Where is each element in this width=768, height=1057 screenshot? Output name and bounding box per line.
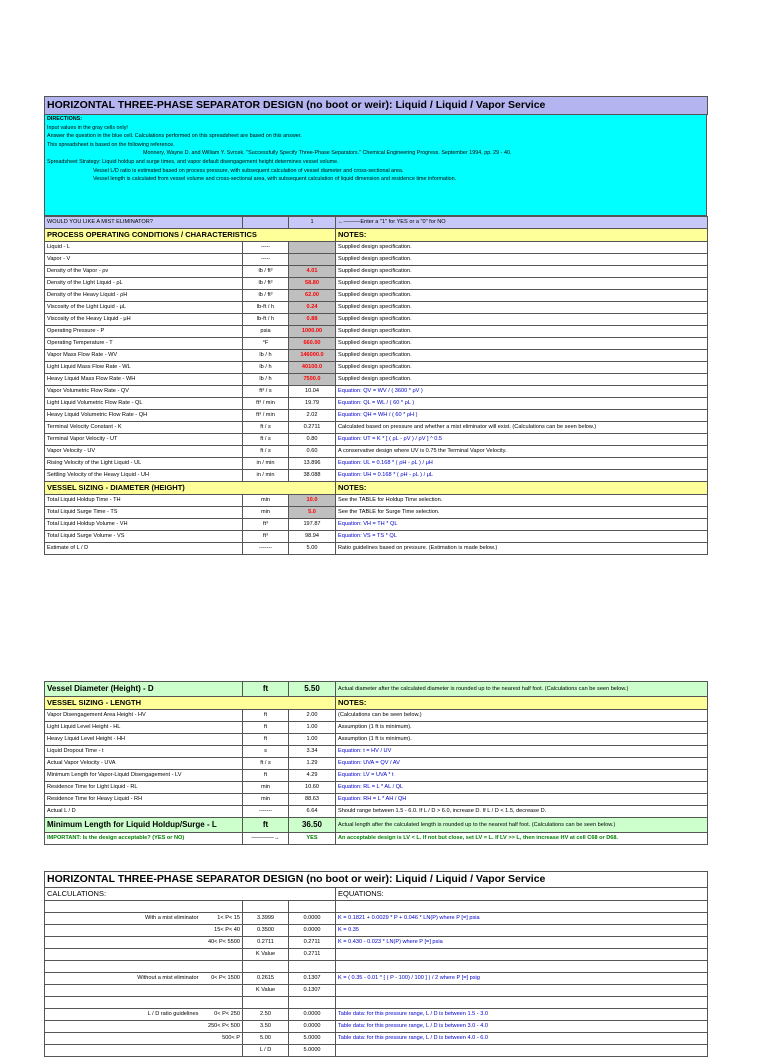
direction-line: This spreadsheet is based on the following reference.: [47, 141, 175, 148]
row-value[interactable]: 62.00: [289, 290, 336, 302]
calc-value-1: [243, 961, 289, 973]
calc-value-2: [289, 901, 336, 913]
row-unit: ft: [243, 722, 289, 734]
equations-header: EQUATIONS:: [336, 888, 708, 901]
table-row: [45, 531, 708, 543]
row-value: 38.088: [289, 470, 336, 482]
table-row: [45, 997, 708, 1009]
table-row: [45, 314, 708, 326]
row-note: See the TABLE for Holdup Time selection.: [336, 495, 708, 507]
row-unit: min: [243, 495, 289, 507]
row-label: Viscosity of the Heavy Liquid - μH: [45, 314, 243, 326]
row-unit: lb / h: [243, 362, 289, 374]
row-value: 19.79: [289, 398, 336, 410]
calc-equation: Table data: for this pressure range, L / D is between 4.0 - 6.0: [336, 1033, 708, 1045]
row-unit: ft³: [243, 531, 289, 543]
calc-value-1: 0.2615: [243, 973, 289, 985]
row-value: 10.60: [289, 782, 336, 794]
row-label: Density of the Heavy Liquid - ρH: [45, 290, 243, 302]
table-row: [45, 758, 708, 770]
row-unit: lb / ft³: [243, 278, 289, 290]
row-note: Assumption (1 ft is minimum).: [336, 722, 708, 734]
row-note: Equation: t = HV / UV: [336, 746, 708, 758]
row-value: 3.34: [289, 746, 336, 758]
calc-label-cell: [45, 925, 243, 937]
calc-label-cell: [45, 961, 243, 973]
table-row: [45, 278, 708, 290]
row-unit: ft / s: [243, 422, 289, 434]
table-row: [45, 1009, 708, 1021]
calc-value-2: 0.2711: [289, 937, 336, 949]
calc-equation: Table data: for this pressure range, L / D is between 3.0 - 4.0: [336, 1021, 708, 1033]
table-row: [45, 242, 708, 254]
row-note: Should range between 1.5 - 6.0. If L / D > 6.0, increase D. If L / D < 1.5, decrease D.: [336, 806, 708, 818]
row-label: Heavy Liquid Level Height - HH: [45, 734, 243, 746]
row-label: Actual L / D: [45, 806, 243, 818]
table-row: [45, 422, 708, 434]
row-value[interactable]: 660.00: [289, 338, 336, 350]
row-label: Total Liquid Surge Volume - VS: [45, 531, 243, 543]
row-value: 5.00: [289, 543, 336, 555]
notes-header: NOTES:: [336, 697, 708, 710]
calc-value-1: [243, 997, 289, 1009]
row-note: Supplied design specification.: [336, 242, 708, 254]
calc-range: 250< P< 500: [207, 1023, 240, 1029]
row-value[interactable]: 58.80: [289, 278, 336, 290]
calc-label-cell: [45, 997, 243, 1009]
table-row: [45, 374, 708, 386]
notes-header: NOTES:: [336, 229, 708, 242]
row-note: Supplied design specification.: [336, 254, 708, 266]
row-label: Operating Pressure - P: [45, 326, 243, 338]
table-row: [45, 302, 708, 314]
calc-range: 500< P: [222, 1035, 240, 1041]
row-note: Supplied design specification.: [336, 302, 708, 314]
table-row: [45, 543, 708, 555]
calc-sheet-title: HORIZONTAL THREE-PHASE SEPARATOR DESIGN (no boot or weir): Liquid / Liquid / Vapor Service: [45, 872, 708, 888]
calc-equation: K = ( 0.35 - 0.01 * [ ( P - 100) / 100 ] ) / 2 where P [=] psig: [336, 973, 708, 985]
row-note: Ratio guidelines based on pressure. (Estimation is made below.): [336, 543, 708, 555]
row-label: Rising Velocity of the Light Liquid - UL: [45, 458, 243, 470]
row-unit: -------: [243, 806, 289, 818]
calc-value-2: 5.0000: [289, 1033, 336, 1045]
row-label: Light Liquid Level Height - HL: [45, 722, 243, 734]
row-value: 10.04: [289, 386, 336, 398]
row-label: Density of the Light Liquid - ρL: [45, 278, 243, 290]
calc-range: 0< P< 1500: [211, 975, 240, 981]
calc-value-2: 0.0000: [289, 913, 336, 925]
calc-value-2: [289, 961, 336, 973]
row-note: Equation: LV = UVA * t: [336, 770, 708, 782]
row-value[interactable]: 5.0: [289, 507, 336, 519]
row-unit: °F: [243, 338, 289, 350]
direction-line: Vessel length is calculated from vessel volume and cross-sectional area, with subsequent calculation of liquid dimension and residence time information.: [93, 176, 457, 183]
diameter-value: 5.50: [289, 682, 336, 697]
calc-value-1: 0.2711: [243, 937, 289, 949]
calc-range: 0< P< 250: [214, 1011, 240, 1017]
row-unit: -----: [243, 254, 289, 266]
row-unit: in / min: [243, 470, 289, 482]
sheet-calculations: [44, 871, 707, 1057]
row-note: Equation: RH = L * AH / QH: [336, 794, 708, 806]
calc-label: Without a mist eliminator: [137, 975, 199, 981]
table-row: [45, 794, 708, 806]
calc-equation: K = 0.1821 + 0.0029 * P + 0.046 * LN(P) where P [=] psia: [336, 913, 708, 925]
table-row: [45, 254, 708, 266]
calc-label-cell: [45, 913, 243, 925]
row-unit: lb / h: [243, 374, 289, 386]
calc-range: 1< P< 15: [217, 915, 240, 921]
row-unit: lb / ft³: [243, 290, 289, 302]
mist-question-hint: ←———Enter a "1" for YES or a "0" for NO: [336, 217, 708, 229]
table-row: [45, 901, 708, 913]
row-note: Equation: UH = 0.168 * ( ρH - ρL ) / μL: [336, 470, 708, 482]
calc-label: With a mist eliminator: [144, 915, 199, 921]
row-value[interactable]: 0.24: [289, 302, 336, 314]
calc-value-1: [243, 901, 289, 913]
calc-value-1: L / D: [243, 1045, 289, 1057]
table-row: [45, 350, 708, 362]
row-unit: ft³: [243, 519, 289, 531]
diameter-unit: ft: [243, 682, 289, 697]
row-value[interactable]: 7500.0: [289, 374, 336, 386]
table-row: [45, 398, 708, 410]
row-value: 2.00: [289, 710, 336, 722]
table-row: [45, 458, 708, 470]
calc-label-cell: [45, 937, 243, 949]
table-row: [45, 290, 708, 302]
row-value[interactable]: 1000.00: [289, 326, 336, 338]
row-value[interactable]: 0.88: [289, 314, 336, 326]
row-note: Calculated based on pressure and whether a mist eliminator will exist. (Calculations can be seen below.): [336, 422, 708, 434]
row-value: 4.29: [289, 770, 336, 782]
row-note: Supplied design specification.: [336, 266, 708, 278]
section-title-conditions: PROCESS OPERATING CONDITIONS / CHARACTERISTICS: [45, 229, 336, 242]
table-row: [45, 434, 708, 446]
important-arrow: ————→: [243, 833, 289, 845]
row-unit: lb / h: [243, 350, 289, 362]
calc-label-cell: [45, 985, 243, 997]
row-label: Terminal Velocity Constant - K: [45, 422, 243, 434]
table-row: [45, 806, 708, 818]
table-row: [45, 507, 708, 519]
mist-question-label: WOULD YOU LIKE A MIST ELIMINATOR?: [45, 217, 243, 229]
row-value: 0.60: [289, 446, 336, 458]
sheet-length: [44, 681, 707, 845]
calc-equation: K = 0.430 - 0.023 * LN(P) where P [=] psia: [336, 937, 708, 949]
calc-label-cell: [45, 1045, 243, 1057]
row-note: Supplied design specification.: [336, 290, 708, 302]
row-unit: psia: [243, 326, 289, 338]
row-unit: ft / s: [243, 758, 289, 770]
table-row: [45, 266, 708, 278]
row-label: Total Liquid Holdup Volume - VH: [45, 519, 243, 531]
row-label: Terminal Vapor Velocity - UT: [45, 434, 243, 446]
row-label: Minimum Length for Vapor-Liquid Disengagement - LV: [45, 770, 243, 782]
calc-equation: [336, 985, 708, 997]
mist-eliminator-input[interactable]: 1: [289, 217, 336, 229]
calc-equation: [336, 949, 708, 961]
calc-range: 40< P< 5500: [207, 939, 240, 945]
row-unit: min: [243, 507, 289, 519]
table-row: [45, 746, 708, 758]
row-unit: ft³ / min: [243, 398, 289, 410]
table-row: [45, 985, 708, 997]
row-label: Heavy Liquid Volumetric Flow Rate - QH: [45, 410, 243, 422]
table-row: [45, 386, 708, 398]
calc-value-2: 5.0000: [289, 1045, 336, 1057]
row-label: Estimate of L / D: [45, 543, 243, 555]
row-note: Equation: UL = 0.168 * ( ρH - ρL ) / μH: [336, 458, 708, 470]
min-length-note: Actual length after the calculated length is rounded up to the nearest half foot. (Calculations can be seen below.): [336, 818, 708, 833]
row-value: 2.02: [289, 410, 336, 422]
table-row: [45, 326, 708, 338]
row-unit: ft: [243, 710, 289, 722]
calculations-header: CALCULATIONS:: [45, 888, 336, 901]
calc-value-2: 0.0000: [289, 925, 336, 937]
row-unit: ft: [243, 734, 289, 746]
calc-label-cell: [45, 973, 243, 985]
row-value: 1.00: [289, 734, 336, 746]
row-value: 1.00: [289, 722, 336, 734]
calc-value-1: 3.3999: [243, 913, 289, 925]
row-note: Equation: QL = WL / ( 60 * ρL ): [336, 398, 708, 410]
calc-value-2: 0.0000: [289, 1021, 336, 1033]
row-label: Total Liquid Surge Time - TS: [45, 507, 243, 519]
table-row: [45, 1033, 708, 1045]
table-row: [45, 495, 708, 507]
calc-value-2: 0.1307: [289, 985, 336, 997]
section-title-length: VESSEL SIZING - LENGTH: [45, 697, 336, 710]
table-row: [45, 961, 708, 973]
table-row: [45, 446, 708, 458]
row-value: 197.87: [289, 519, 336, 531]
row-label: Liquid - L: [45, 242, 243, 254]
row-label: Vapor - V: [45, 254, 243, 266]
row-label: Viscosity of the Light Liquid - μL: [45, 302, 243, 314]
row-value: 98.94: [289, 531, 336, 543]
row-note: Assumption (1 ft is minimum).: [336, 734, 708, 746]
direction-line: Monnery, Wayne D. and William Y. Svrcek. "Successfully Specify Three-Phase Separators." Chemical Engineering Progress. September 1994, pp. 29 - 40.: [143, 150, 512, 157]
calc-equation: [336, 901, 708, 913]
calc-equation: [336, 1045, 708, 1057]
important-note: An acceptable design is LV < L. If not but close, set LV = L. If LV >> L, then increase HV at cell C68 or D68.: [336, 833, 708, 845]
row-unit: ft³ / min: [243, 410, 289, 422]
row-note: Supplied design specification.: [336, 314, 708, 326]
notes-header: NOTES:: [336, 482, 708, 495]
row-unit: -----: [243, 242, 289, 254]
row-unit: lb / ft³: [243, 266, 289, 278]
row-note: Supplied design specification.: [336, 350, 708, 362]
row-note: Supplied design specification.: [336, 326, 708, 338]
row-note: Supplied design specification.: [336, 362, 708, 374]
direction-line: Spreadsheet Strategy: Liquid holdup and surge times, and vapor default disengagement height determines vessel volume.: [47, 158, 339, 165]
directions-box: [44, 115, 707, 216]
min-length-unit: ft: [243, 818, 289, 833]
acceptable-value: YES: [289, 833, 336, 845]
row-note: Supplied design specification.: [336, 278, 708, 290]
table-row: [45, 949, 708, 961]
row-value[interactable]: 10.0: [289, 495, 336, 507]
row-value: 0.2711: [289, 422, 336, 434]
table-row: [45, 937, 708, 949]
calc-label-cell: [45, 1009, 243, 1021]
table-row: [45, 710, 708, 722]
row-note: Equation: QH = WH / ( 60 * ρH ): [336, 410, 708, 422]
direction-line: Answer the question in the blue cell. Calculations performed on this spreadsheet are based on this answer.: [47, 133, 302, 140]
direction-line: DIRECTIONS:: [47, 116, 83, 122]
row-value[interactable]: 146000.0: [289, 350, 336, 362]
table-row: [45, 925, 708, 937]
row-label: Total Liquid Holdup Time - TH: [45, 495, 243, 507]
table-row: [45, 973, 708, 985]
calc-range: 15< P< 40: [214, 927, 240, 933]
row-unit: lb-ft / h: [243, 302, 289, 314]
sheet-title: HORIZONTAL THREE-PHASE SEPARATOR DESIGN (no boot or weir): Liquid / Liquid / Vapor Service: [45, 97, 708, 115]
row-note: A conservative design where UV is 0.75 the Terminal Vapor Velocity.: [336, 446, 708, 458]
table-row: [45, 770, 708, 782]
row-value: 0.80: [289, 434, 336, 446]
row-value[interactable]: [289, 242, 336, 254]
row-unit: ft / s: [243, 434, 289, 446]
calc-label-cell: [45, 1021, 243, 1033]
table-row: [45, 913, 708, 925]
row-label: Light Liquid Mass Flow Rate - WL: [45, 362, 243, 374]
calc-equation: [336, 997, 708, 1009]
row-unit: ft: [243, 770, 289, 782]
section-title-diameter: VESSEL SIZING - DIAMETER (HEIGHT): [45, 482, 336, 495]
row-unit: -------: [243, 543, 289, 555]
table-row: [45, 1045, 708, 1057]
direction-line: Input values in the gray cells only!: [47, 124, 128, 131]
calc-value-2: 0.2711: [289, 949, 336, 961]
table-row: [45, 722, 708, 734]
row-unit: ft³ / s: [243, 386, 289, 398]
min-length-value: 36.50: [289, 818, 336, 833]
calc-value-1: K Value: [243, 949, 289, 961]
row-value: 1.29: [289, 758, 336, 770]
row-note: Equation: UT = K * [ ( ρL - ρV ) / ρV ] ^ 0.5: [336, 434, 708, 446]
table-row: [45, 519, 708, 531]
row-note: Equation: QV = WV / ( 3600 * ρV ): [336, 386, 708, 398]
table-row: [45, 410, 708, 422]
calc-equation: [336, 961, 708, 973]
calc-label-cell: [45, 949, 243, 961]
row-label: Vapor Volumetric Flow Rate - QV: [45, 386, 243, 398]
row-note: Supplied design specification.: [336, 338, 708, 350]
row-note: Supplied design specification.: [336, 374, 708, 386]
calc-value-1: 0.3500: [243, 925, 289, 937]
min-length-label: Minimum Length for Liquid Holdup/Surge - L: [45, 818, 243, 833]
sheet-top: [44, 96, 707, 555]
row-label: Operating Temperature - T: [45, 338, 243, 350]
row-value: 13.896: [289, 458, 336, 470]
row-label: Liquid Dropout Time - t: [45, 746, 243, 758]
important-label: IMPORTANT: Is the design acceptable? (YES or NO): [45, 833, 243, 845]
row-value: 88.63: [289, 794, 336, 806]
row-label: Vapor Disengagement Area Height - HV: [45, 710, 243, 722]
row-unit: ft / s: [243, 446, 289, 458]
calc-label-cell: [45, 1033, 243, 1045]
direction-line: Vessel L/D ratio is estimated based on process pressure, with subsequent calculation of vessel diameter and cross-sectional area.: [93, 167, 404, 174]
row-unit: in / min: [243, 458, 289, 470]
calc-label: L / D ratio guidelines: [147, 1011, 199, 1017]
diameter-label: Vessel Diameter (Height) - D: [45, 682, 243, 697]
row-label: Settling Velocity of the Heavy Liquid - UH: [45, 470, 243, 482]
row-label: Light Liquid Volumetric Flow Rate - QL: [45, 398, 243, 410]
table-row: [45, 1021, 708, 1033]
row-value[interactable]: 4.01: [289, 266, 336, 278]
row-note: (Calculations can be seen below.): [336, 710, 708, 722]
row-unit: s: [243, 746, 289, 758]
table-row: [45, 782, 708, 794]
design-table: [44, 96, 708, 115]
row-label: Vapor Velocity - UV: [45, 446, 243, 458]
row-unit: lb-ft / h: [243, 314, 289, 326]
row-label: Actual Vapor Velocity - UVA: [45, 758, 243, 770]
calc-value-1: 5.00: [243, 1033, 289, 1045]
row-note: Equation: RL = L * AL / QL: [336, 782, 708, 794]
row-note: Equation: VS = TS * QL: [336, 531, 708, 543]
diameter-note: Actual diameter after the calculated diameter is rounded up to the nearest half foot. (Calculations can be seen below.): [336, 682, 708, 697]
row-label: Residence Time for Light Liquid - RL: [45, 782, 243, 794]
row-note: Equation: UVA = QV / AV: [336, 758, 708, 770]
row-value[interactable]: [289, 254, 336, 266]
calc-value-1: 3.50: [243, 1021, 289, 1033]
row-value: 6.64: [289, 806, 336, 818]
calc-label-cell: [45, 901, 243, 913]
row-label: Heavy Liquid Mass Flow Rate - WH: [45, 374, 243, 386]
row-note: See the TABLE for Surge Time selection.: [336, 507, 708, 519]
table-row: [45, 470, 708, 482]
row-unit: min: [243, 782, 289, 794]
calc-value-2: 0.0000: [289, 1009, 336, 1021]
row-label: Residence Time for Heavy Liquid - RH: [45, 794, 243, 806]
row-label: Vapor Mass Flow Rate - WV: [45, 350, 243, 362]
table-row: [45, 362, 708, 374]
row-note: Equation: VH = TH * QL: [336, 519, 708, 531]
calc-value-1: K Value: [243, 985, 289, 997]
table-row: [45, 734, 708, 746]
calc-equation: K = 0.35: [336, 925, 708, 937]
row-unit: min: [243, 794, 289, 806]
row-label: Density of the Vapor - ρv: [45, 266, 243, 278]
row-value[interactable]: 40100.0: [289, 362, 336, 374]
calc-value-1: 2.50: [243, 1009, 289, 1021]
calc-value-2: [289, 997, 336, 1009]
calc-value-2: 0.1307: [289, 973, 336, 985]
table-row: [45, 338, 708, 350]
calc-equation: Table data: for this pressure range, L / D is between 1.5 - 3.0: [336, 1009, 708, 1021]
